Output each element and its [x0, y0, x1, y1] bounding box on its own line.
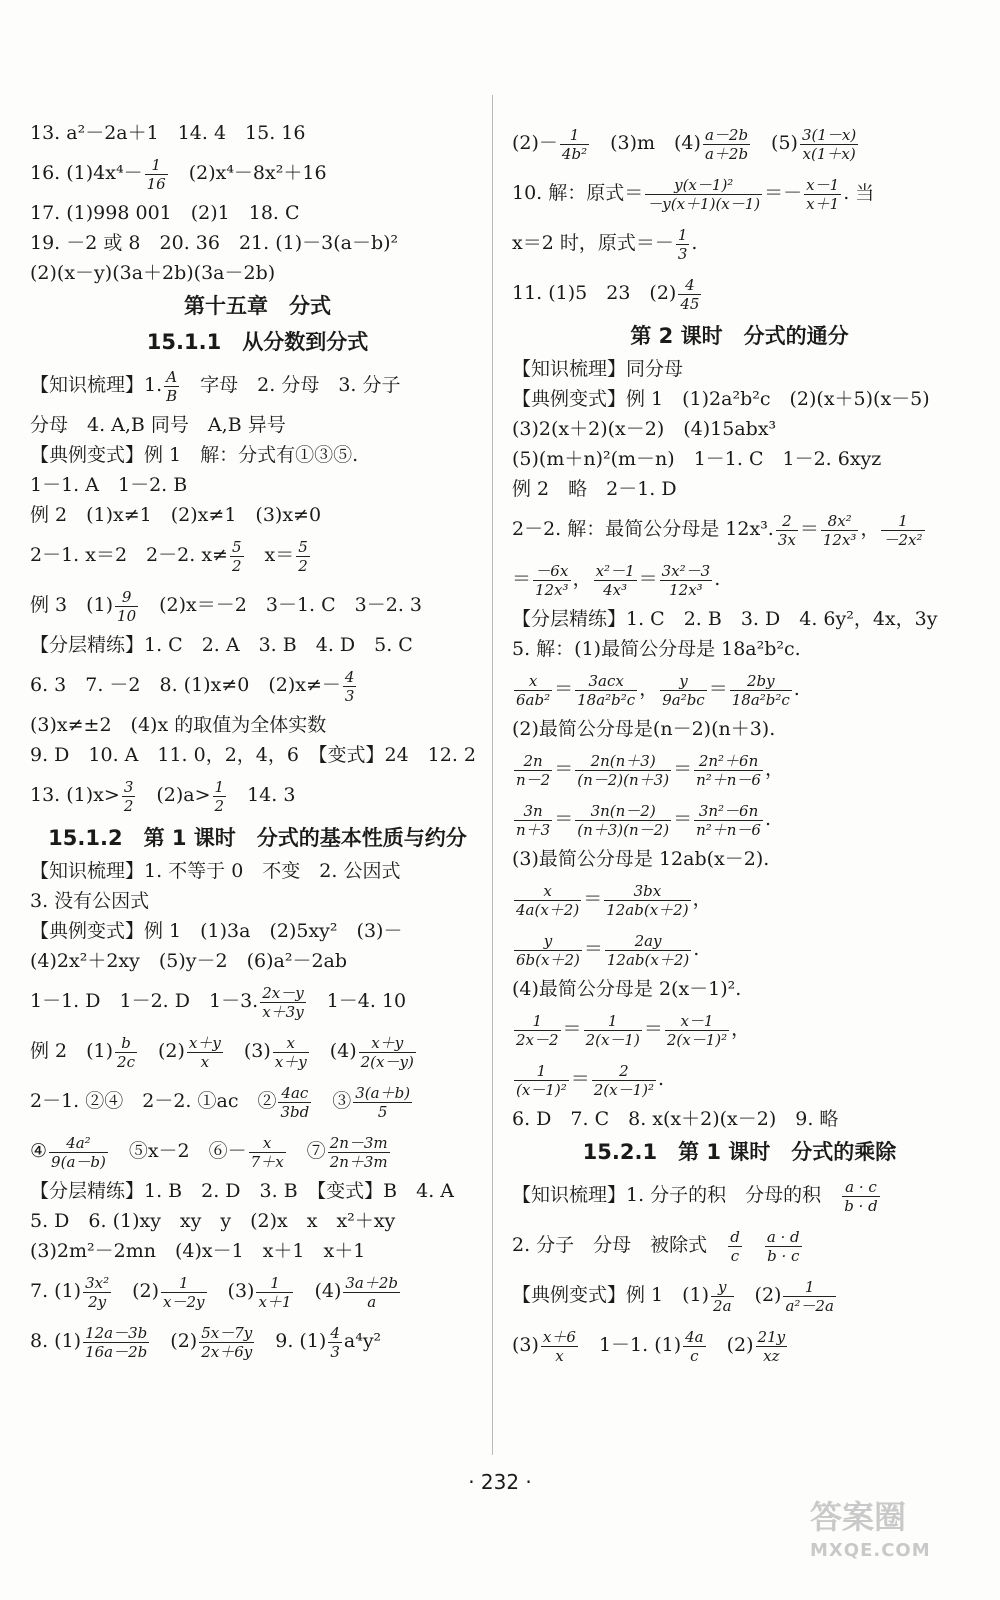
section-title: 15.1.1 从分数到分式 [146, 330, 369, 354]
answer-line: 例 2 略 2－1. D [512, 478, 677, 500]
answer-line: 【知识梳理】1. 分子的积 分母的积 $\frac{a \cdot c}{b \cdot d}$ [512, 1177, 878, 1215]
answer-line: ④ $\frac{\text{4a²}}{9(a-b)}$ ⑤x－2 ⑥－ $\frac{x}{7+x}$ ⑦ $\frac{2n-3m}{2n+3m}$ [30, 1133, 388, 1171]
right-column [512, 118, 967, 1370]
answer-line: 例 2 (1)x≠1 (2)x≠1 (3)x≠0 [30, 504, 322, 526]
answer-line: 【知识梳理】1. $\frac{A}{B}$ 字母 2. 分母 3. 分子 [30, 367, 401, 405]
answer-line: 【分层精练】1. B 2. D 3. B 【变式】B 4. A [30, 1180, 455, 1202]
answer-line: 17. (1)998 001 (2)1 18. C [30, 202, 300, 224]
answer-line: (3)最简公分母是 12ab(x－2). [512, 848, 770, 870]
answer-line: ＝ $\frac{-6x}{\text{12x³}}$ ， $\frac{\text{x²－1}}{\text{4x³}}$ ＝ $\frac{\text{3x²－3}}{\text{12x³}}$ . [512, 561, 721, 599]
page-number: · 232 · [468, 1470, 532, 1494]
answer-line: 【典例变式】例 1 (1) $\frac{y}{2a}$ (2) $\frac{1}{\text{a²－2a}}$ [512, 1277, 834, 1315]
answer-line: 【分层精练】1. C 2. A 3. B 4. D 5. C [30, 634, 413, 656]
column-divider [492, 95, 493, 1455]
answer-line: $\frac{2n}{n-2}$ ＝ $\frac{2n(n+3)}{(n-2)(n+3)}$ ＝ $\frac{\text{2n²＋6n}}{\text{n²＋n－6}}$ ， [516, 751, 784, 789]
answer-line: 例 2 (1) $\frac{b}{2c}$ (2) $\frac{x+y}{x}$ (3) $\frac{x}{x+y}$ (4) $\frac{x+y}{2(x-y)}$ [30, 1033, 414, 1071]
chapter-title: 第十五章 分式 [184, 294, 331, 318]
answer-line: $\frac{1}{\text{(x－1)²}}$ ＝ $\frac{2}{\text{2(x－1)²}}$ . [516, 1061, 665, 1099]
answer-line: 1－1. D 1－2. D 1－3. $\frac{2x-y}{x+3y}$ 1－4. 10 [30, 983, 407, 1021]
answer-line: x＝2 时，原式＝－ $\frac{1}{3}$ . [512, 225, 698, 263]
section-title: 第 2 课时 分式的通分 [630, 324, 849, 348]
answer-line: 2－1. x＝2 2－2. x≠ $\frac{5}{2}$ x＝ $\frac{5}{2}$ [30, 537, 308, 575]
answer-line: 2－1. ②④ 2－2. ①ac ② $\frac{4ac}{3bd}$ ③ $\frac{3(a+b)}{5}$ [30, 1083, 411, 1121]
answer-line: 9. D 10. A 11. 0，2，4，6 【变式】24 12. 2 [30, 744, 477, 766]
answer-line: $\frac{x}{\text{6ab²}}$ ＝ 3acx 18a²b²c ， $\frac{y}{\text{9a²bc}}$ ＝ $\frac{2by}{\text{18a²b²c}}$ . [516, 671, 800, 709]
answer-line: 7. (1) $\frac{\text{3x²}}{2y}$ (2) $\frac{1}{x-2y}$ (3) $\frac{1}{x+1}$ (4) $\frac{3a+2b}{a}$ [30, 1273, 399, 1311]
answer-line: (4)最简公分母是 2(x－1)². [512, 978, 742, 1000]
answer-line: 【知识梳理】1. 不等于 0 不变 2. 公因式 [30, 860, 401, 882]
left-column [30, 118, 485, 1366]
answer-line: $\frac{3n}{n+3}$ ＝ $\frac{3n(n-2)}{(n+3)(n-2)}$ ＝ $\frac{\text{3n²－6n}}{\text{n²＋n－6}}$ . [516, 801, 772, 839]
answer-line: (3)x≠±2 (4)x 的取值为全体实数 [30, 714, 327, 736]
answer-line: 5. 解：(1)最简公分母是 18a²b²c. [512, 638, 801, 660]
answer-line: (2)－ $\frac{1}{\text{4b²}}$ (3)m (4) $\frac{a-2b}{a+2b}$ (5) $\frac{3(1-x)}{x(1+x)}$ [512, 125, 857, 163]
answer-line: 16. (1)4x⁴－ $\frac{1}{16}$ (2)x⁴－8x²＋16 [30, 155, 327, 193]
answer-line: 3. 没有公因式 [30, 890, 150, 912]
answer-line: (3)2m²－2mn (4)x－1 x＋1 x＋1 [30, 1240, 366, 1262]
answer-line: 13. (1)x> $\frac{3}{2}$ (2)a> $\frac{1}{2}$ 14. 3 [30, 777, 296, 815]
answer-line: 13. a²－2a＋1 14. 4 15. 16 [30, 122, 306, 144]
answer-line: 【分层精练】1. C 2. B 3. D 4. 6y²，4x，3y [512, 608, 938, 630]
answer-line: 6. 3 7. －2 8. (1)x≠0 (2)x≠－ $\frac{4}{3}$ [30, 667, 355, 705]
answer-line: 19. －2 或 8 20. 36 21. (1)－3(a－b)² [30, 232, 399, 254]
answer-line: (3) $\frac{x+6}{x}$ 1－1. (1) $\frac{4a}{c}$ (2) $\frac{21y}{xz}$ [512, 1327, 786, 1365]
answer-line: 【典例变式】例 1 (1)2a²b²c (2)(x＋5)(x－5) [512, 388, 930, 410]
answer-line: 例 3 (1) $\frac{9}{10}$ (2)x＝－2 3－1. C 3－2. 3 [30, 587, 422, 625]
answer-line: 8. (1) $\frac{12a-3b}{16a-2b}$ (2) $\frac{5x-7y}{2x+6y}$ 9. (1) $\frac{4}{3}$ a⁴y² [30, 1323, 382, 1361]
answer-line: (2)(x－y)(3a＋2b)(3a－2b) [30, 262, 276, 284]
answer-line: 【典例变式】例 1 (1)3a (2)5xy² (3)－ [30, 920, 403, 942]
answer-line: (3)2(x＋2)(x－2) (4)15abx³ [512, 418, 777, 440]
answer-line: (2)最简公分母是(n－2)(n＋3). [512, 718, 776, 740]
answer-line: 10. 解：原式＝ $\frac{\text{y(x－1)²}}{-y(x+1)(x-1)}$ ＝－ $\frac{x-1}{x+1}$ . 当 [512, 175, 875, 213]
answer-line: 1－1. A 1－2. B [30, 474, 188, 496]
answer-line: 【知识梳理】同分母 [512, 358, 684, 380]
section-title: 15.2.1 第 1 课时 分式的乘除 [582, 1140, 897, 1164]
answer-line: (4)2x²＋2xy (5)y－2 (6)a²－2ab [30, 950, 348, 972]
watermark-logo: 答案圈 MXQE.COM [810, 1498, 931, 1561]
answer-line: 分母 4. A,B 同号 A,B 异号 [30, 414, 286, 436]
answer-line: 6. D 7. C 8. x(x＋2)(x－2) 9. 略 [512, 1108, 839, 1130]
section-title: 15.1.2 第 1 课时 分式的基本性质与约分 [48, 826, 467, 850]
answer-line: $\frac{y}{6b(x+2)}$ ＝ $\frac{2ay}{12ab(x+2)}$ . [516, 931, 700, 969]
answer-line: 5. D 6. (1)xy xy y (2)x x x²＋xy [30, 1210, 396, 1232]
answer-line: 2－2. 解：最简公分母是 12x³. $\frac{2}{3x}$ ＝ $\frac{\text{8x²}}{\text{12x³}}$ ， $\frac{1}{\text{－2x²}}$ [512, 511, 923, 549]
answer-line: $\frac{x}{4a(x+2)}$ ＝ $\frac{3bx}{12ab(x+2)}$ ， [516, 881, 712, 919]
answer-line: 11. (1)5 23 (2) $\frac{4}{45}$ [512, 275, 700, 313]
answer-line: 2. 分子 分母 被除式 $\frac{d}{c}$ $\frac{a \cdot d}{b \cdot c}$ [512, 1227, 800, 1265]
answer-line: 【典例变式】例 1 解：分式有①③⑤. [30, 444, 359, 466]
answer-line: (5)(m＋n)²(m－n) 1－1. C 1－2. 6xyz [512, 448, 882, 470]
answer-line: $\frac{1}{2x-2}$ ＝ $\frac{1}{2(x-1)}$ ＝ $\frac{x-1}{\text{2(x－1)²}}$ ， [516, 1011, 751, 1049]
